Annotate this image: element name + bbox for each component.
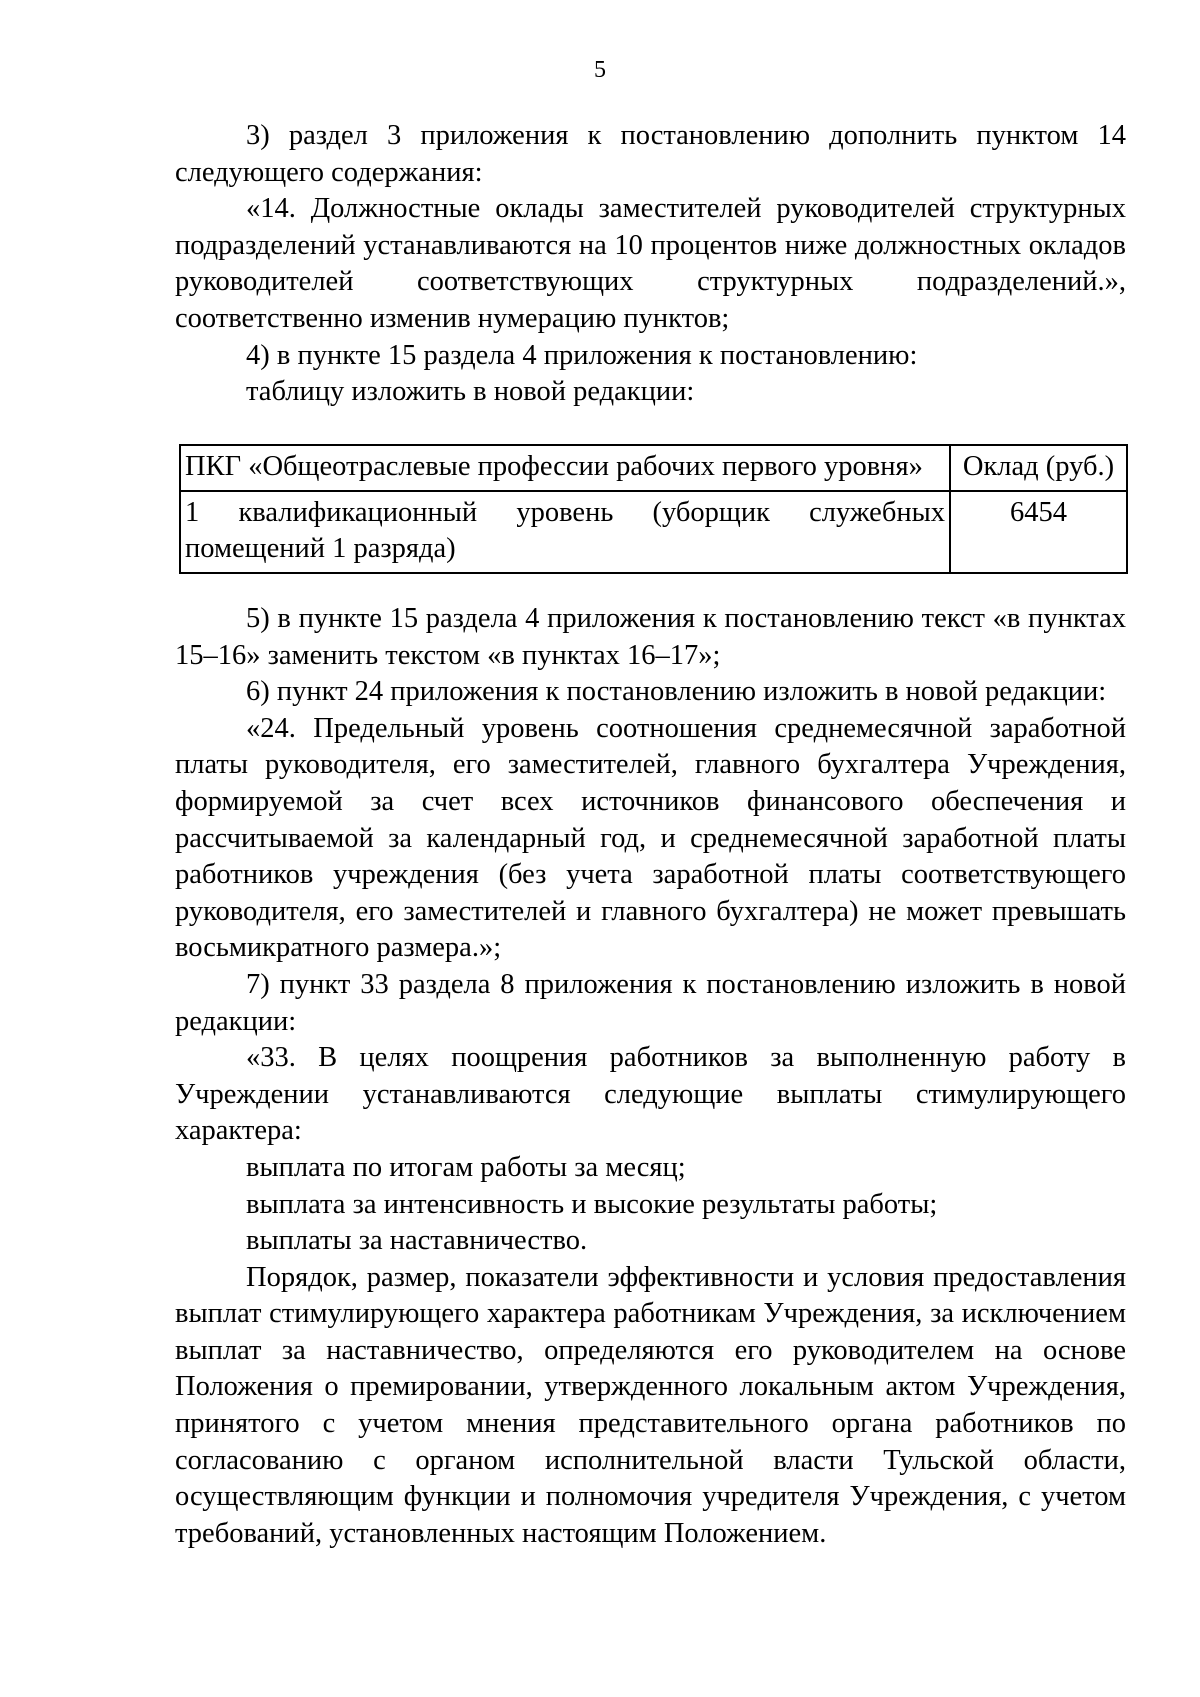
paragraph: таблицу изложить в новой редакции: bbox=[246, 376, 695, 408]
table-header-salary: Оклад (руб.) bbox=[950, 445, 1127, 491]
table-header-group: ПКГ «Общеотраслевые профессии рабочих первого уровня» bbox=[180, 445, 950, 491]
page-number: 5 bbox=[594, 57, 606, 83]
text-block-top bbox=[175, 118, 1126, 411]
text-block-bottom bbox=[175, 601, 1126, 1552]
paragraph: «33. В целях поощрения работников за выполненную работу в Учреждении устанавливаются следующие выплаты стимулирующего характера: bbox=[175, 1042, 1126, 1147]
salary-table bbox=[179, 444, 1128, 574]
table-header-row bbox=[180, 445, 1127, 491]
paragraph: 6) пункт 24 приложения к постановлению изложить в новой редакции: bbox=[246, 676, 1107, 708]
list-item: выплата по итогам работы за месяц; bbox=[246, 1151, 686, 1183]
table-cell-level: 1 квалификационный уровень (уборщик служебных помещений 1 разряда) bbox=[180, 491, 950, 573]
paragraph: 3) раздел 3 приложения к постановлению дополнить пунктом 14 следующего содержания: bbox=[175, 120, 1126, 188]
paragraph: 5) в пункте 15 раздела 4 приложения к постановлению текст «в пунктах 15–16» заменить текстом «в пунктах 16–17»; bbox=[175, 603, 1126, 671]
paragraph: Порядок, размер, показатели эффективности и условия предоставления выплат стимулирующего характера работникам Учреждения, за исключением выплат за наставничество, определяются его руководителем на основе Положения о премировании, утвержденного локальным актом Учреждения, принятого с учетом мнения представительного органа работников по согласованию с органом исполнительной власти Тульской области, осуществляющим функции и полномочия учредителя Учреждения, с учетом требований, установленных настоящим Положением. bbox=[175, 1261, 1126, 1549]
paragraph: «24. Предельный уровень соотношения среднемесячной заработной платы руководителя, его заместителей, главного бухгалтера Учреждения, формируемой за счет всех источников финансового обеспечения и рассчитываемой за календарный год, и среднемесячной заработной платы работников учреждения (без учета заработной платы соответствующего руководителя, его заместителей и главного бухгалтера) не может превышать восьмикратного размера.»; bbox=[175, 712, 1126, 964]
paragraph: 4) в пункте 15 раздела 4 приложения к постановлению: bbox=[246, 339, 918, 371]
paragraph: «14. Должностные оклады заместителей руководителей структурных подразделений устанавливаются на 10 процентов ниже должностных окладов руководителей соответствующих структурных подразделений.», соответственно изменив нумерацию пунктов; bbox=[175, 193, 1126, 334]
paragraph: 7) пункт 33 раздела 8 приложения к постановлению изложить в новой редакции: bbox=[175, 968, 1126, 1037]
list-item: выплата за интенсивность и высокие результаты работы; bbox=[246, 1188, 938, 1220]
list-item: выплаты за наставничество. bbox=[246, 1225, 588, 1257]
table-row bbox=[180, 491, 1127, 573]
table-cell-salary: 6454 bbox=[950, 491, 1127, 573]
